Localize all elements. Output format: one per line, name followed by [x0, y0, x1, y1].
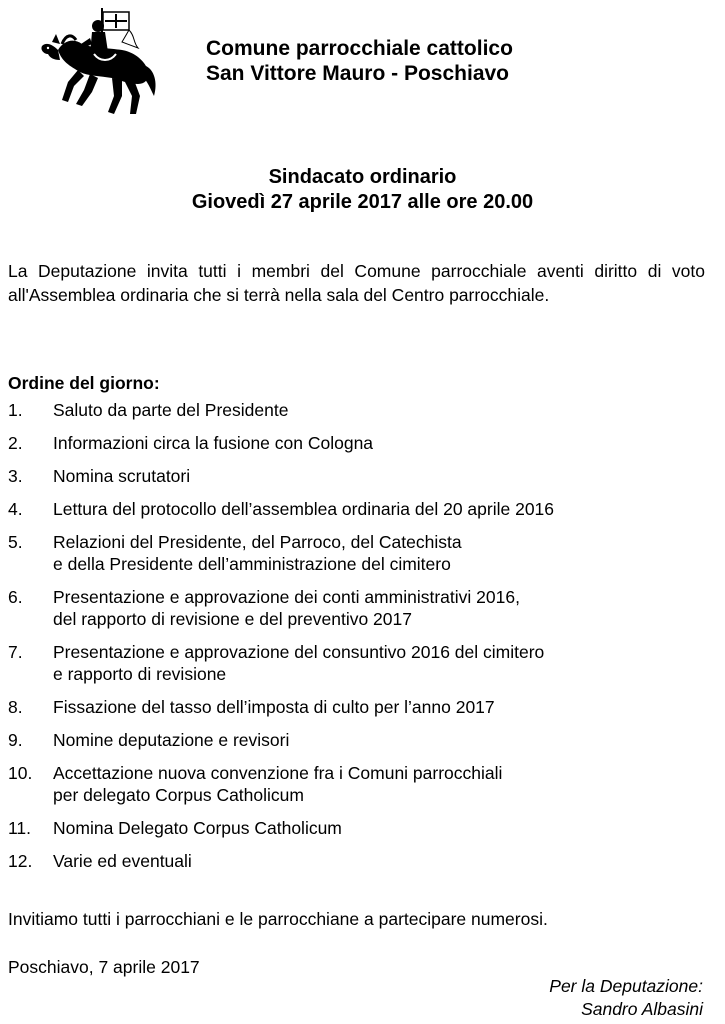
- agenda-item: [8, 817, 708, 839]
- agenda-item-text: del rapporto di revisione e del preventivo 2017: [53, 609, 412, 629]
- agenda-item: [8, 498, 708, 520]
- agenda-item: [8, 531, 708, 575]
- agenda-item-text: Nomina Delegato Corpus Catholicum: [53, 818, 342, 838]
- agenda-item-text: Presentazione e approvazione del consuntivo 2016 del cimitero: [53, 642, 545, 662]
- agenda-item-number: 4.: [8, 499, 23, 519]
- agenda-item-number: 3.: [8, 466, 23, 486]
- agenda-heading: Ordine del giorno:: [8, 373, 160, 393]
- agenda-item-number: 7.: [8, 642, 23, 662]
- agenda-item: [8, 762, 708, 806]
- meeting-title: Sindacato ordinario: [268, 166, 457, 188]
- agenda-item-number: 6.: [8, 587, 23, 607]
- agenda-item-number: 12.: [8, 851, 33, 871]
- agenda-item-number: 9.: [8, 730, 23, 750]
- agenda-item-text: Varie ed eventuali: [53, 851, 192, 871]
- agenda-item: [8, 850, 708, 872]
- agenda-item-text: Informazioni circa la fusione con Cologna: [53, 433, 374, 453]
- place-and-date: Poschiavo, 7 aprile 2017: [8, 957, 200, 977]
- agenda-item-text: Relazioni del Presidente, del Parroco, del Catechista: [53, 532, 462, 552]
- signature-block: [549, 975, 703, 1021]
- agenda-item-number: 8.: [8, 697, 23, 717]
- meeting-title-block: [0, 165, 725, 215]
- organization-name-line1: Comune parrocchiale cattolico: [206, 37, 513, 60]
- agenda-item: [8, 399, 708, 421]
- agenda-item: [8, 729, 708, 751]
- agenda-item-number: 1.: [8, 400, 23, 420]
- agenda-item-text: Nomina scrutatori: [53, 466, 191, 486]
- agenda-item: [8, 586, 708, 630]
- agenda-item-text: e rapporto di revisione: [53, 664, 227, 684]
- closing-invitation: Invitiamo tutti i parrocchiani e le parrocchiane a partecipare numerosi.: [8, 909, 548, 929]
- agenda-item: [8, 641, 708, 685]
- agenda-item: [8, 432, 708, 454]
- organization-name-line2: San Vittore Mauro - Poschiavo: [206, 62, 510, 85]
- agenda-item-number: 2.: [8, 433, 23, 453]
- agenda-item-number: 5.: [8, 532, 23, 552]
- agenda-item: [8, 696, 708, 718]
- agenda-item-text: Fissazione del tasso dell’imposta di culto per l’anno 2017: [53, 697, 495, 717]
- meeting-datetime: Giovedì 27 aprile 2017 alle ore 20.00: [191, 191, 534, 213]
- agenda-item-text: e della Presidente dell’amministrazione del cimitero: [53, 554, 451, 574]
- agenda-item-text: Saluto da parte del Presidente: [53, 400, 289, 420]
- agenda-item-number: 11.: [8, 818, 32, 838]
- agenda-item-text: Lettura del protocollo dell’assemblea ordinaria del 20 aprile 2016: [53, 499, 555, 519]
- signature-name: Sandro Albasini: [581, 999, 703, 1019]
- agenda-item: [8, 465, 708, 487]
- agenda-item-number: 10.: [8, 763, 33, 783]
- agenda-item-text: Accettazione nuova convenzione fra i Comuni parrocchiali: [53, 763, 503, 783]
- invitation-paragraph: La Deputazione invita tutti i membri del Comune parrocchiale aventi diritto di voto all'Assemblea ordinaria che si terrà nella sala del Centro parrocchiale.: [8, 261, 705, 305]
- agenda-item-text: Nomine deputazione e revisori: [53, 730, 290, 750]
- signature-label: Per la Deputazione:: [549, 976, 703, 996]
- agenda-item-text: per delegato Corpus Catholicum: [53, 785, 304, 805]
- agenda-list: [8, 399, 708, 883]
- agenda-item-text: Presentazione e approvazione dei conti amministrativi 2016,: [53, 587, 520, 607]
- saint-horseman-logo: [38, 4, 160, 122]
- organization-name: [206, 36, 513, 86]
